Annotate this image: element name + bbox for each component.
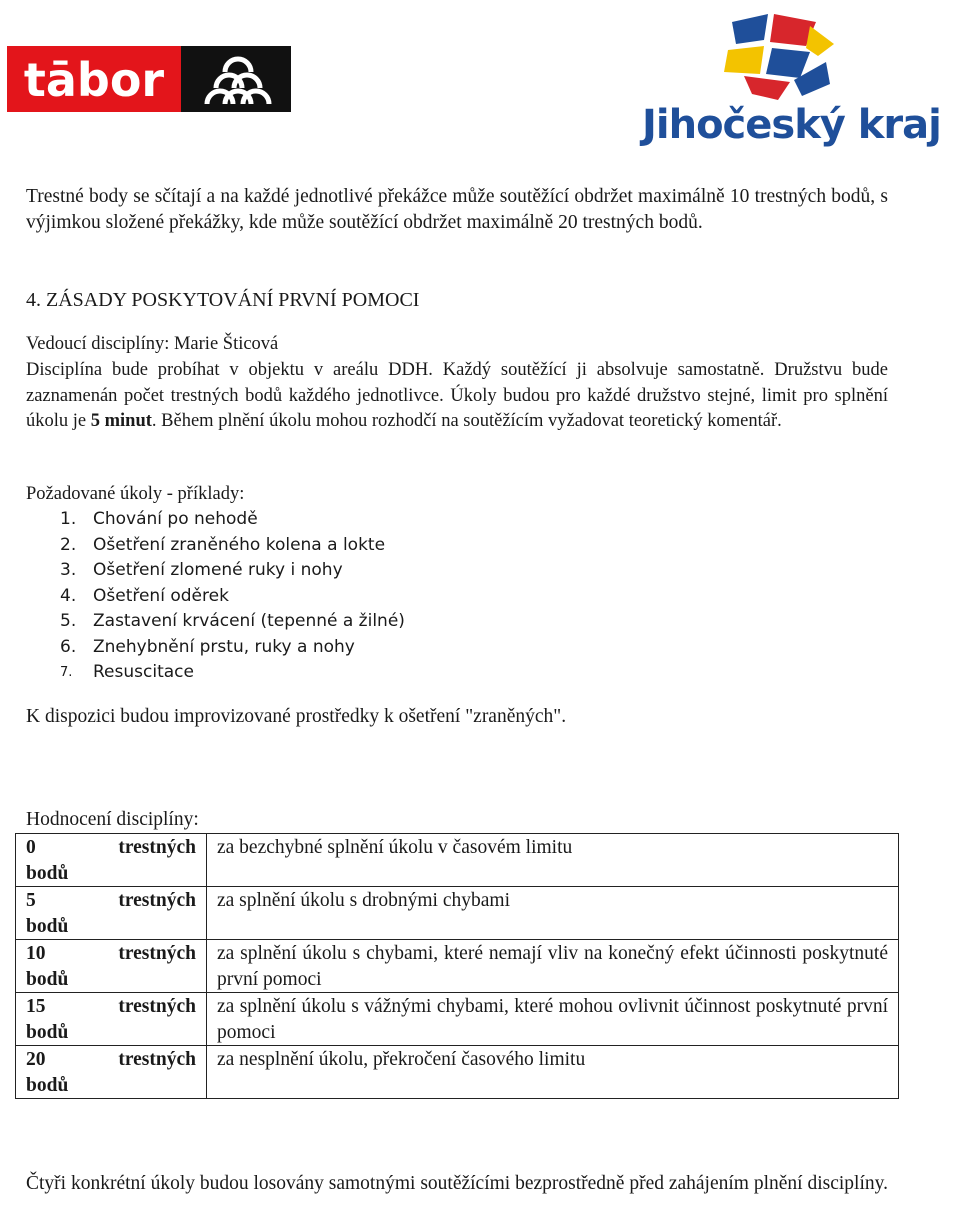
list-item: [60, 584, 660, 610]
tasks-list: [60, 507, 660, 686]
table-row: [16, 834, 899, 887]
list-item-label: Chování po nehodě: [93, 509, 258, 529]
evaluation-title: Hodnocení disciplíny:: [26, 809, 199, 830]
tasks-title: Požadované úkoly - příklady:: [26, 484, 245, 504]
points-word: trestných: [118, 1049, 196, 1070]
points-cell: [16, 993, 207, 1046]
list-item: [60, 660, 660, 686]
points-unit: bodů: [26, 915, 69, 937]
description-cell: za splnění úkolu s vážnými chybami, které mohou ovlivnit účinnost poskytnuté první pomoci: [207, 993, 899, 1046]
section-heading: [26, 288, 888, 314]
points-word: trestných: [118, 837, 196, 858]
list-item: [60, 635, 660, 661]
points-cell: [16, 1046, 207, 1099]
list-item: [60, 609, 660, 635]
list-item-label: Ošetření oděrek: [93, 585, 229, 606]
description-text-end: . Během plnění úkolu mohou rozhodčí na soutěžícím vyžadovat teoretický komentář.: [151, 411, 782, 431]
list-item-label: Znehybnění prstu, ruky a nohy: [93, 636, 355, 657]
table-row: [16, 887, 899, 940]
kraj-emblem-icon: [640, 14, 952, 104]
materials-note: K dispozici budou improvizované prostředky k ošetření "zraněných".: [26, 706, 567, 727]
points-word: trestných: [118, 996, 196, 1017]
final-note: Čtyři konkrétní úkoly budou losovány samotnými soutěžícími bezprostředně před zahájením plnění disciplíny.: [26, 1173, 888, 1194]
points-cell: [16, 834, 207, 887]
tabor-logo-text: tābor: [23, 53, 165, 107]
table-row: [16, 940, 899, 993]
list-item-label: Ošetření zraněného kolena a lokte: [93, 534, 386, 555]
points-unit: bodů: [26, 1074, 69, 1096]
description-text: Disciplína bude probíhat v objektu v areálu DDH. Každý soutěžící ji absolvuje samostatně. Družstvu bude zaznamenán počet trestných bodů každého jednotlivce. Úkoly budou pro každé družstvo stejné, limit pro splnění úkolu je: [26, 360, 888, 431]
points-value: 20: [26, 1049, 46, 1070]
list-item-number: 2.: [60, 534, 77, 555]
tabor-logo: [7, 46, 291, 112]
points-value: 0: [26, 837, 36, 858]
section-number: 4.: [26, 289, 41, 311]
description-cell: za splnění úkolu s chybami, které nemají vliv na konečný efekt účinnosti poskytnuté první pomoci: [207, 940, 899, 993]
list-item: [60, 558, 660, 584]
points-unit: bodů: [26, 862, 69, 884]
intro-paragraph: Trestné body se sčítají a na každé jednotlivé překážce může soutěžící obdržet maximálně 10 trestných bodů, s výjimkou složené překážky, kde může soutěžící obdržet maximálně 20 trestných bodů.: [26, 186, 888, 233]
time-limit: 5 minut: [90, 411, 152, 431]
list-item: [60, 533, 660, 559]
points-value: 10: [26, 943, 46, 964]
list-item-number: 1.: [60, 509, 77, 529]
points-word: trestných: [118, 890, 196, 911]
discipline-leader: Vedoucí disciplíny: Marie Šticová: [26, 334, 279, 354]
list-item-number: 6.: [60, 636, 77, 657]
description-cell: za nesplnění úkolu, překročení časového limitu: [207, 1046, 899, 1099]
list-item-number: 4.: [60, 585, 77, 606]
points-unit: bodů: [26, 968, 69, 990]
points-cell: [16, 887, 207, 940]
description-cell: za bezchybné splnění úkolu v časovém limitu: [207, 834, 899, 887]
tabor-logo-graphic: [7, 46, 291, 112]
points-cell: [16, 940, 207, 993]
list-item-number: 7.: [60, 665, 73, 680]
list-item: [60, 507, 660, 533]
table-row: [16, 1046, 899, 1099]
discipline-description: [26, 358, 888, 435]
points-value: 15: [26, 996, 46, 1017]
evaluation-table: [15, 833, 899, 1099]
points-value: 5: [26, 890, 36, 911]
list-item-label: Zastavení krvácení (tepenné a žilné): [93, 611, 405, 631]
table-row: [16, 993, 899, 1046]
section-title: ZÁSADY POSKYTOVÁNÍ PRVNÍ POMOCI: [46, 289, 420, 311]
list-item-label: Resuscitace: [93, 662, 194, 682]
list-item-label: Ošetření zlomené ruky i nohy: [93, 560, 343, 580]
points-unit: bodů: [26, 1021, 69, 1043]
list-item-number: 5.: [60, 611, 77, 631]
kraj-logo-text: Jihočeský kraj: [642, 102, 941, 148]
description-cell: za splnění úkolu s drobnými chybami: [207, 887, 899, 940]
jihocesky-kraj-logo: [640, 14, 952, 154]
list-item-number: 3.: [60, 560, 77, 580]
points-word: trestných: [118, 943, 196, 964]
